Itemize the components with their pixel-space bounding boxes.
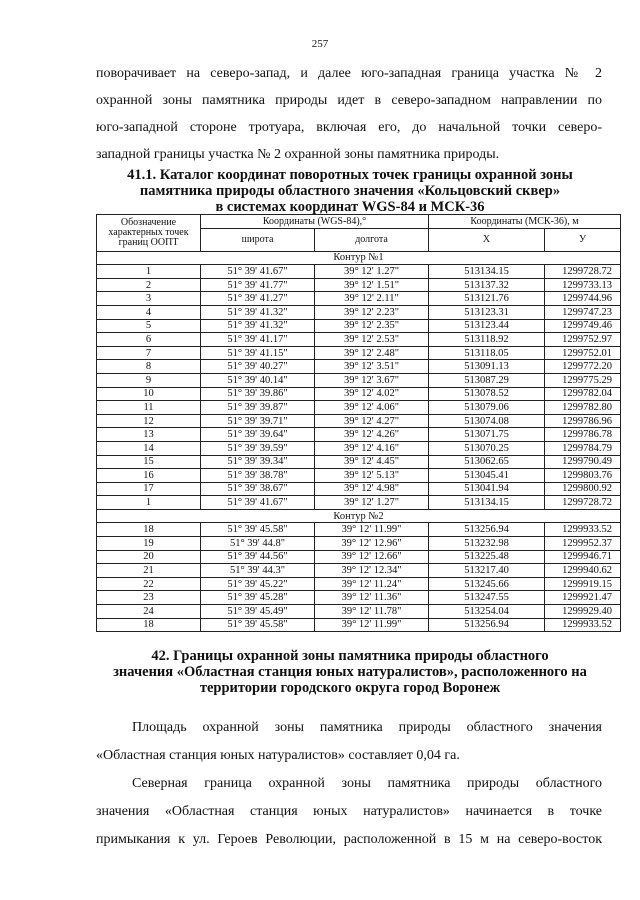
point-number-cell: 1 bbox=[97, 496, 201, 510]
x-coordinate-cell: 513121.76 bbox=[429, 292, 545, 306]
contour-row bbox=[97, 509, 621, 523]
heading-line: 41.1. Каталог координат поворотных точек границы охранной зоны bbox=[127, 167, 573, 183]
table-header-row bbox=[97, 215, 621, 229]
x-coordinate-cell: 513254.04 bbox=[429, 605, 545, 619]
y-coordinate-cell: 1299752.97 bbox=[545, 333, 621, 347]
table-row bbox=[97, 564, 621, 578]
table-row bbox=[97, 605, 621, 619]
table-row bbox=[97, 523, 621, 537]
longitude-cell: 39° 12' 4.98" bbox=[315, 482, 429, 496]
latitude-cell: 51° 39' 41.67" bbox=[201, 496, 315, 510]
table-row bbox=[97, 346, 621, 360]
point-number-cell: 22 bbox=[97, 577, 201, 591]
point-number-cell: 3 bbox=[97, 292, 201, 306]
y-coordinate-cell: 1299803.76 bbox=[545, 469, 621, 483]
table-row bbox=[97, 292, 621, 306]
longitude-cell: 39° 12' 4.26" bbox=[315, 428, 429, 442]
latitude-cell: 51° 39' 41.32" bbox=[201, 305, 315, 319]
heading-line: памятника природы областного значения «Кольцовский сквер» bbox=[139, 183, 561, 199]
x-coordinate-cell: 513079.06 bbox=[429, 401, 545, 415]
longitude-cell: 39° 12' 4.02" bbox=[315, 387, 429, 401]
longitude-cell: 39° 12' 4.06" bbox=[315, 401, 429, 415]
x-coordinate-cell: 513247.55 bbox=[429, 591, 545, 605]
longitude-cell: 39° 12' 2.23" bbox=[315, 305, 429, 319]
point-number-cell: 4 bbox=[97, 305, 201, 319]
heading-line: 42. Границы охранной зоны памятника природы областного bbox=[151, 648, 549, 664]
contour-row bbox=[97, 251, 621, 265]
header-latitude: широта bbox=[201, 228, 315, 251]
x-coordinate-cell: 513225.48 bbox=[429, 550, 545, 564]
header-longitude: долгота bbox=[315, 228, 429, 251]
x-coordinate-cell: 513137.32 bbox=[429, 278, 545, 292]
latitude-cell: 51° 39' 40.14" bbox=[201, 373, 315, 387]
y-coordinate-cell: 1299919.15 bbox=[545, 577, 621, 591]
y-coordinate-cell: 1299786.96 bbox=[545, 414, 621, 428]
latitude-cell: 51° 39' 39.34" bbox=[201, 455, 315, 469]
table-row bbox=[97, 387, 621, 401]
point-number-cell: 12 bbox=[97, 414, 201, 428]
x-coordinate-cell: 513074.08 bbox=[429, 414, 545, 428]
longitude-cell: 39° 12' 11.78" bbox=[315, 605, 429, 619]
table-row bbox=[97, 577, 621, 591]
y-coordinate-cell: 1299786.78 bbox=[545, 428, 621, 442]
latitude-cell: 51° 39' 41.17" bbox=[201, 333, 315, 347]
latitude-cell: 51° 39' 45.49" bbox=[201, 605, 315, 619]
point-number-cell: 17 bbox=[97, 482, 201, 496]
longitude-cell: 39° 12' 3.67" bbox=[315, 373, 429, 387]
table-row bbox=[97, 360, 621, 374]
contour-label: Контур №1 bbox=[97, 251, 621, 265]
intro-line: поворачивает на северо-запад, и далее юго-западная граница участка № 2 bbox=[96, 66, 602, 81]
longitude-cell: 39° 12' 2.53" bbox=[315, 333, 429, 347]
point-number-cell: 13 bbox=[97, 428, 201, 442]
table-row bbox=[97, 591, 621, 605]
latitude-cell: 51° 39' 44.56" bbox=[201, 550, 315, 564]
header-msk-group: Координаты (МСК-36), м bbox=[429, 215, 621, 229]
page-number: 257 bbox=[311, 38, 329, 50]
y-coordinate-cell: 1299929.40 bbox=[545, 605, 621, 619]
longitude-cell: 39° 12' 1.51" bbox=[315, 278, 429, 292]
table-row bbox=[97, 441, 621, 455]
longitude-cell: 39° 12' 2.48" bbox=[315, 346, 429, 360]
table-row bbox=[97, 496, 621, 510]
y-coordinate-cell: 1299952.37 bbox=[545, 537, 621, 551]
section-heading-42 bbox=[100, 648, 600, 696]
x-coordinate-cell: 513123.31 bbox=[429, 305, 545, 319]
latitude-cell: 51° 39' 39.71" bbox=[201, 414, 315, 428]
coordinate-table bbox=[96, 214, 621, 632]
table-row bbox=[97, 428, 621, 442]
latitude-cell: 51° 39' 44.8" bbox=[201, 537, 315, 551]
x-coordinate-cell: 513118.05 bbox=[429, 346, 545, 360]
header-designation: Обозначение характерных точек границ ООПТ bbox=[97, 215, 201, 252]
point-number-cell: 1 bbox=[97, 265, 201, 279]
area-paragraph bbox=[96, 714, 602, 770]
latitude-cell: 51° 39' 41.15" bbox=[201, 346, 315, 360]
point-number-cell: 6 bbox=[97, 333, 201, 347]
point-number-cell: 2 bbox=[97, 278, 201, 292]
longitude-cell: 39° 12' 11.99" bbox=[315, 523, 429, 537]
y-coordinate-cell: 1299775.29 bbox=[545, 373, 621, 387]
longitude-cell: 39° 12' 4.16" bbox=[315, 441, 429, 455]
y-coordinate-cell: 1299752.01 bbox=[545, 346, 621, 360]
x-coordinate-cell: 513118.92 bbox=[429, 333, 545, 347]
table-row bbox=[97, 265, 621, 279]
x-coordinate-cell: 513134.15 bbox=[429, 496, 545, 510]
latitude-cell: 51° 39' 45.58" bbox=[201, 523, 315, 537]
latitude-cell: 51° 39' 39.87" bbox=[201, 401, 315, 415]
latitude-cell: 51° 39' 39.86" bbox=[201, 387, 315, 401]
longitude-cell: 39° 12' 12.96" bbox=[315, 537, 429, 551]
table-row bbox=[97, 482, 621, 496]
point-number-cell: 14 bbox=[97, 441, 201, 455]
y-coordinate-cell: 1299933.52 bbox=[545, 523, 621, 537]
longitude-cell: 39° 12' 11.24" bbox=[315, 577, 429, 591]
x-coordinate-cell: 513256.94 bbox=[429, 618, 545, 632]
y-coordinate-cell: 1299784.79 bbox=[545, 441, 621, 455]
x-coordinate-cell: 513071.75 bbox=[429, 428, 545, 442]
heading-line: территории городского округа город Воронеж bbox=[199, 680, 501, 696]
longitude-cell: 39° 12' 12.34" bbox=[315, 564, 429, 578]
y-coordinate-cell: 1299921.47 bbox=[545, 591, 621, 605]
table-row bbox=[97, 469, 621, 483]
table-row bbox=[97, 278, 621, 292]
latitude-cell: 51° 39' 40.27" bbox=[201, 360, 315, 374]
point-number-cell: 18 bbox=[97, 618, 201, 632]
table-row bbox=[97, 414, 621, 428]
y-coordinate-cell: 1299744.96 bbox=[545, 292, 621, 306]
x-coordinate-cell: 513245.66 bbox=[429, 577, 545, 591]
x-coordinate-cell: 513134.15 bbox=[429, 265, 545, 279]
point-number-cell: 10 bbox=[97, 387, 201, 401]
point-number-cell: 15 bbox=[97, 455, 201, 469]
intro-paragraph bbox=[96, 60, 602, 168]
longitude-cell: 39° 12' 11.99" bbox=[315, 618, 429, 632]
point-number-cell: 23 bbox=[97, 591, 201, 605]
longitude-cell: 39° 12' 4.45" bbox=[315, 455, 429, 469]
x-coordinate-cell: 513232.98 bbox=[429, 537, 545, 551]
longitude-cell: 39° 12' 5.13" bbox=[315, 469, 429, 483]
y-coordinate-cell: 1299728.72 bbox=[545, 496, 621, 510]
contour-label: Контур №2 bbox=[97, 509, 621, 523]
table-row bbox=[97, 618, 621, 632]
y-coordinate-cell: 1299728.72 bbox=[545, 265, 621, 279]
point-number-cell: 7 bbox=[97, 346, 201, 360]
x-coordinate-cell: 513070.25 bbox=[429, 441, 545, 455]
body-line: Площадь охранной зоны памятника природы областного значения bbox=[132, 720, 602, 735]
table-row bbox=[97, 319, 621, 333]
latitude-cell: 51° 39' 45.28" bbox=[201, 591, 315, 605]
latitude-cell: 51° 39' 39.59" bbox=[201, 441, 315, 455]
longitude-cell: 39° 12' 2.11" bbox=[315, 292, 429, 306]
latitude-cell: 51° 39' 38.67" bbox=[201, 482, 315, 496]
latitude-cell: 51° 39' 41.77" bbox=[201, 278, 315, 292]
latitude-cell: 51° 39' 41.32" bbox=[201, 319, 315, 333]
y-coordinate-cell: 1299790.49 bbox=[545, 455, 621, 469]
point-number-cell: 20 bbox=[97, 550, 201, 564]
x-coordinate-cell: 513091.13 bbox=[429, 360, 545, 374]
y-coordinate-cell: 1299772.20 bbox=[545, 360, 621, 374]
y-coordinate-cell: 1299946.71 bbox=[545, 550, 621, 564]
body-line: значения «Областная станция юных натуралистов» начинается в точке bbox=[96, 804, 602, 819]
x-coordinate-cell: 513256.94 bbox=[429, 523, 545, 537]
y-coordinate-cell: 1299940.62 bbox=[545, 564, 621, 578]
boundary-paragraph bbox=[96, 770, 602, 854]
table-row bbox=[97, 455, 621, 469]
x-coordinate-cell: 513078.52 bbox=[429, 387, 545, 401]
point-number-cell: 11 bbox=[97, 401, 201, 415]
point-number-cell: 24 bbox=[97, 605, 201, 619]
x-coordinate-cell: 513041.94 bbox=[429, 482, 545, 496]
point-number-cell: 21 bbox=[97, 564, 201, 578]
longitude-cell: 39° 12' 3.51" bbox=[315, 360, 429, 374]
point-number-cell: 16 bbox=[97, 469, 201, 483]
header-wgs-group: Координаты (WGS-84),° bbox=[201, 215, 429, 229]
latitude-cell: 51° 39' 44.3" bbox=[201, 564, 315, 578]
x-coordinate-cell: 513087.29 bbox=[429, 373, 545, 387]
latitude-cell: 51° 39' 45.22" bbox=[201, 577, 315, 591]
x-coordinate-cell: 513123.44 bbox=[429, 319, 545, 333]
longitude-cell: 39° 12' 1.27" bbox=[315, 496, 429, 510]
point-number-cell: 19 bbox=[97, 537, 201, 551]
point-number-cell: 5 bbox=[97, 319, 201, 333]
header-y: У bbox=[545, 228, 621, 251]
latitude-cell: 51° 39' 41.27" bbox=[201, 292, 315, 306]
table-row bbox=[97, 373, 621, 387]
longitude-cell: 39° 12' 11.36" bbox=[315, 591, 429, 605]
intro-line: охранной зоны памятника природы идет в северо-западном направлении по bbox=[96, 93, 602, 108]
point-number-cell: 18 bbox=[97, 523, 201, 537]
y-coordinate-cell: 1299933.52 bbox=[545, 618, 621, 632]
latitude-cell: 51° 39' 39.64" bbox=[201, 428, 315, 442]
longitude-cell: 39° 12' 1.27" bbox=[315, 265, 429, 279]
y-coordinate-cell: 1299733.13 bbox=[545, 278, 621, 292]
x-coordinate-cell: 513045.41 bbox=[429, 469, 545, 483]
y-coordinate-cell: 1299749.46 bbox=[545, 319, 621, 333]
point-number-cell: 8 bbox=[97, 360, 201, 374]
latitude-cell: 51° 39' 38.78" bbox=[201, 469, 315, 483]
table-row bbox=[97, 537, 621, 551]
body-line: «Областная станция юных натуралистов» составляет 0,04 га. bbox=[96, 748, 460, 763]
table-row bbox=[97, 333, 621, 347]
intro-line: юго-западной стороне тротуара, включая его, до начальной точки северо- bbox=[96, 120, 602, 135]
y-coordinate-cell: 1299782.04 bbox=[545, 387, 621, 401]
section-heading-41-1 bbox=[100, 167, 600, 215]
body-line: примыкания к ул. Героев Революции, расположенной в 15 м на северо-восток bbox=[96, 832, 602, 847]
longitude-cell: 39° 12' 2.35" bbox=[315, 319, 429, 333]
table-row bbox=[97, 550, 621, 564]
body-line: Северная граница охранной зоны памятника природы областного bbox=[132, 776, 602, 791]
longitude-cell: 39° 12' 12.66" bbox=[315, 550, 429, 564]
table-row bbox=[97, 401, 621, 415]
x-coordinate-cell: 513217.40 bbox=[429, 564, 545, 578]
longitude-cell: 39° 12' 4.27" bbox=[315, 414, 429, 428]
x-coordinate-cell: 513062.65 bbox=[429, 455, 545, 469]
heading-line: в системах координат WGS-84 и МСК-36 bbox=[215, 199, 485, 215]
y-coordinate-cell: 1299800.92 bbox=[545, 482, 621, 496]
table-row bbox=[97, 305, 621, 319]
y-coordinate-cell: 1299747.23 bbox=[545, 305, 621, 319]
y-coordinate-cell: 1299782.80 bbox=[545, 401, 621, 415]
intro-line: западной границы участка № 2 охранной зоны памятника природы. bbox=[96, 147, 500, 162]
latitude-cell: 51° 39' 45.58" bbox=[201, 618, 315, 632]
header-x: X bbox=[429, 228, 545, 251]
point-number-cell: 9 bbox=[97, 373, 201, 387]
heading-line: значения «Областная станция юных натуралистов», расположенного на bbox=[113, 664, 587, 680]
latitude-cell: 51° 39' 41.67" bbox=[201, 265, 315, 279]
